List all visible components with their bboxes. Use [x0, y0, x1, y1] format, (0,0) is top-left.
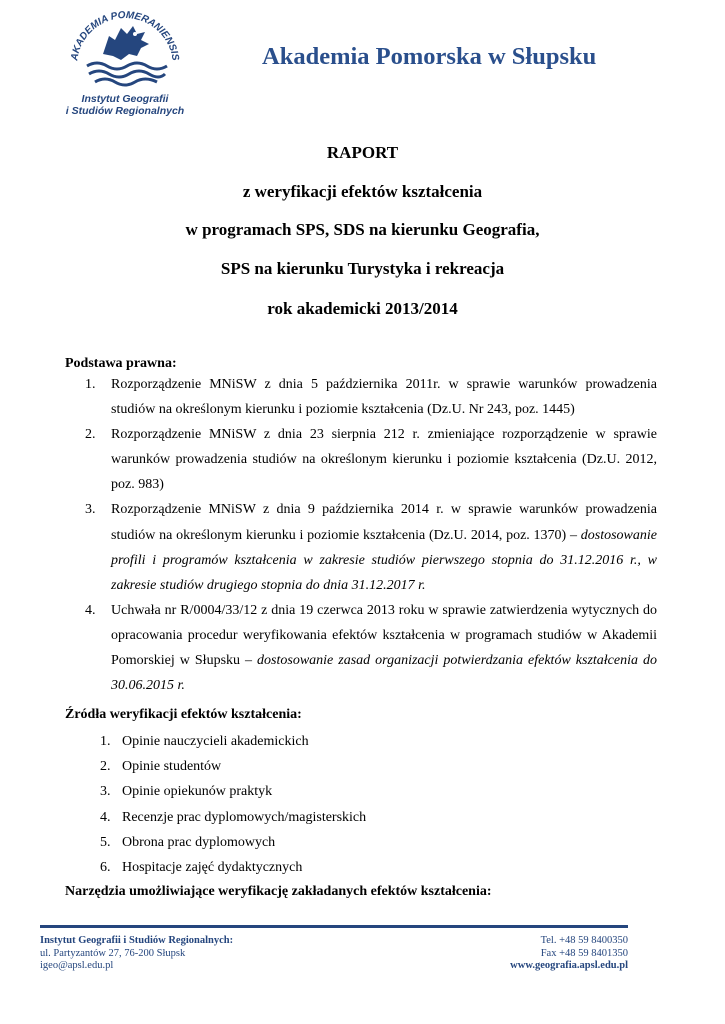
report-year: rok akademicki 2013/2014 — [267, 299, 458, 318]
footer-institute-name: Instytut Geografii i Studiów Regionalnych: — [40, 935, 234, 946]
footer-contact-right — [510, 935, 628, 973]
list-item: 3. Opinie opiekunów praktyk — [100, 784, 273, 800]
logo-line-2: i Studiów Regionalnych — [65, 105, 185, 117]
legal-basis-heading: Podstawa prawna: — [65, 356, 177, 371]
logo-arc-text: AKADEMIA POMERANIENSIS — [69, 9, 181, 62]
footer-fax: Fax +48 59 8401350 — [540, 947, 628, 959]
list-item: 1. Opinie nauczycieli akademickich — [100, 734, 309, 749]
griffin-emblem-icon — [63, 4, 187, 94]
list-item: 3. Rozporządzenie MNiSW z dnia 9 października 2014 r. w sprawie warunków prowadzenia studiów na określonym kierunku i poziomie kształcenia (Dz.U. 2014, poz. 1370) – dostosowanie profili i programów kształcenia w zakresie studiów pierwszego stopnia do 31.12.2016 r., w zakresie studiów drugiego stopnia do dnia 31.12.2017 r. — [85, 502, 657, 593]
list-item: 4. Recenzje prac dyplomowych/magisterskich — [100, 809, 367, 825]
report-title: RAPORT — [326, 143, 399, 162]
sources-list — [65, 729, 366, 880]
report-subtitle-3: SPS na kierunku Turystyka i rekreacja — [220, 259, 505, 278]
footer-divider — [40, 925, 628, 928]
footer-address: ul. Partyzantów 27, 76-200 Słupsk — [40, 947, 186, 959]
list-item: 2. Rozporządzenie MNiSW z dnia 23 sierpnia 212 r. zmieniające rozporządzenie w sprawie warunków prowadzenia studiów na określonym kierunku i poziomie kształcenia (Dz.U. 2012, poz. 983) — [85, 427, 657, 493]
report-subtitle-2: w programach SPS, SDS na kierunku Geografia, — [185, 220, 540, 239]
list-item: 6. Hospitacje zajęć dydaktycznych — [100, 860, 303, 876]
institution-title: Akademia Pomorska w Słupsku — [262, 43, 597, 70]
institute-logo — [63, 4, 187, 116]
legal-basis-list — [65, 372, 657, 698]
footer-website[interactable]: www.geografia.apsl.edu.pl — [510, 960, 628, 971]
list-item: 4. Uchwała nr R/0004/33/12 z dnia 19 czerwca 2013 roku w sprawie zatwierdzenia wytycznych do opracowania procedur weryfikowania efektów kształcenia w programach studiów w Akademii Pomorskiej w Słupsku – dostosowanie zasad organizacji potwierdzania efektów kształcenia do 30.06.2015 r. — [85, 602, 657, 694]
list-item: 2. Opinie studentów — [100, 759, 222, 775]
footer-email[interactable]: igeo@apsl.edu.pl — [40, 960, 114, 971]
sources-heading: Źródła weryfikacji efektów kształcenia: — [65, 707, 302, 722]
report-subtitle-1: z weryfikacji efektów kształcenia — [242, 182, 483, 201]
footer-contact-left — [40, 935, 233, 973]
tools-heading: Narzędzia umożliwiające weryfikację zakładanych efektów kształcenia: — [65, 884, 492, 899]
logo-line-1: Instytut Geografii — [81, 93, 169, 105]
list-item: 1. Rozporządzenie MNiSW z dnia 5 października 2011r. w sprawie warunków prowadzenia studiów na określonym kierunku i poziomie kształcenia (Dz.U. Nr 243, poz. 1445) — [85, 377, 657, 418]
footer-phone: Tel. +48 59 8400350 — [540, 935, 628, 946]
list-item: 5. Obrona prac dyplomowych — [100, 834, 276, 850]
